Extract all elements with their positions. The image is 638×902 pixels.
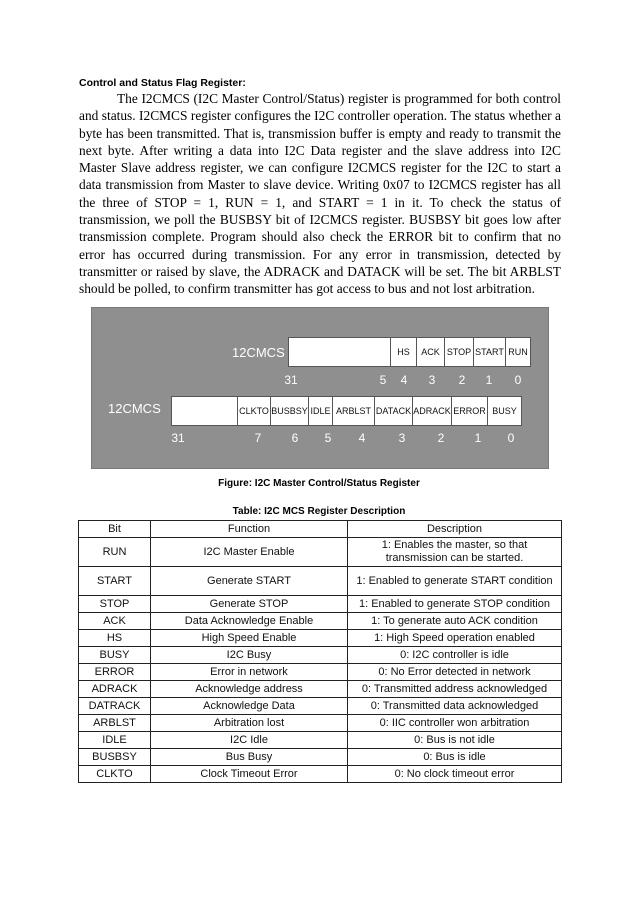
table-row [79, 681, 562, 698]
table-cell-bit: ERROR [79, 664, 151, 681]
table-row [79, 613, 562, 630]
status-field-adrack: ADRACK [413, 397, 452, 425]
table-cell-function: Clock Timeout Error [151, 766, 348, 783]
control-bit-label: 5 [379, 373, 387, 387]
status-bit-label: 1 [474, 431, 482, 445]
control-bit-label: 31 [284, 373, 298, 387]
body-paragraph: The I2CMCS (I2C Master Control/Status) register is programmed for both control and status. I2CMCS register configures the I2C controller operation. The status whether a byte has been transmitted. That is, transmission buffer is empty and ready to transmit the next byte. After writing a data into I2C Data register and the slave address into I2C Master Slave address register, we can configure I2CMCS register for the I2C to start a data transmission from Master to slave device. Writing 0x07 to I2CMCS register has all the three of STOP = 1, RUN = 1, and START = 1 in it. To check the status of transmission, we poll the BUSBSY bit of I2CMCS register. BUSBSY bit goes low after transmission complete. Program should also check the ERROR bit to confirm that no error has occurred during transmission. For any error in transmission, detected by transmitter or raised by slave, the ADRACK and DATACK will be set. The bit ARBLST should be polled, to confirm transmitter has got access to bus and not lost arbitration. [79, 91, 561, 297]
status-bit-label: 0 [507, 431, 515, 445]
control-field-ack: ACK [417, 338, 445, 366]
status-reserved-field [172, 397, 238, 425]
status-field-arblst: ARBLST [333, 397, 375, 425]
control-register-name: 12CMCS [232, 345, 285, 360]
table-cell-description: 0: Transmitted data acknowledged [348, 698, 562, 715]
table-cell-function: Arbitration lost [151, 715, 348, 732]
table-cell-function: High Speed Enable [151, 630, 348, 647]
table-cell-bit: IDLE [79, 732, 151, 749]
control-bit-label: 0 [514, 373, 522, 387]
table-row [79, 749, 562, 766]
table-header-cell: Bit [79, 521, 151, 538]
figure-caption: Figure: I2C Master Control/Status Register [218, 478, 420, 489]
table-cell-bit: HS [79, 630, 151, 647]
control-field-run: RUN [508, 347, 528, 357]
table-cell-description: 0: No clock timeout error [348, 766, 562, 783]
table-cell-description: 1: Enabled to generate START condition [348, 567, 562, 596]
table-cell-bit: ARBLST [79, 715, 151, 732]
table-row [79, 538, 562, 567]
table-cell-function: Generate START [151, 567, 348, 596]
table-cell-description: 1: Enables the master, so that transmission can be started. [348, 538, 562, 567]
table-cell-function: Acknowledge Data [151, 698, 348, 715]
control-field-stop: STOP [445, 338, 474, 366]
register-description-table [78, 520, 562, 783]
table-cell-bit: DATRACK [79, 698, 151, 715]
table-row [79, 698, 562, 715]
status-bit-label: 31 [171, 431, 185, 445]
status-bit-label: 7 [254, 431, 262, 445]
table-cell-bit: ACK [79, 613, 151, 630]
table-cell-bit: START [79, 567, 151, 596]
status-field-error: ERROR [452, 397, 488, 425]
status-register-name: 12CMCS [108, 401, 161, 416]
table-row [79, 732, 562, 749]
table-row [79, 647, 562, 664]
table-header-cell: Description [348, 521, 562, 538]
status-field-busy: BUSY [492, 406, 517, 416]
table-cell-function: Bus Busy [151, 749, 348, 766]
control-bit-label: 4 [400, 373, 408, 387]
table-cell-description: 0: Bus is idle [348, 749, 562, 766]
table-cell-bit: BUSBSY [79, 749, 151, 766]
status-field-idle: IDLE [309, 397, 333, 425]
status-field-clkto: CLKTO [238, 397, 271, 425]
table-cell-bit: CLKTO [79, 766, 151, 783]
table-cell-bit: ADRACK [79, 681, 151, 698]
control-field-hs: HS [391, 338, 417, 366]
status-bit-label: 5 [324, 431, 332, 445]
register-figure [91, 307, 549, 469]
control-bit-label: 2 [458, 373, 466, 387]
status-bit-label: 3 [398, 431, 406, 445]
table-cell-description: 1: Enabled to generate STOP condition [348, 596, 562, 613]
table-row [79, 766, 562, 783]
table-cell-description: 0: Bus is not idle [348, 732, 562, 749]
table-cell-function: I2C Master Enable [151, 538, 348, 567]
table-row [79, 664, 562, 681]
table-row [79, 630, 562, 647]
status-bit-label: 4 [358, 431, 366, 445]
table-cell-bit: STOP [79, 596, 151, 613]
table-cell-description: 0: Transmitted address acknowledged [348, 681, 562, 698]
status-register-row [171, 396, 522, 426]
status-bit-label: 6 [291, 431, 299, 445]
table-cell-function: I2C Idle [151, 732, 348, 749]
table-header-row [79, 521, 562, 538]
control-reserved-field [289, 338, 391, 366]
table-cell-bit: RUN [79, 538, 151, 567]
table-cell-description: 0: I2C controller is idle [348, 647, 562, 664]
table-row [79, 596, 562, 613]
control-bit-label: 3 [428, 373, 436, 387]
table-row [79, 567, 562, 596]
table-cell-bit: BUSY [79, 647, 151, 664]
table-cell-description: 0: No Error detected in network [348, 664, 562, 681]
status-field-datack: DATACK [375, 397, 413, 425]
table-row [79, 715, 562, 732]
table-caption: Table: I2C MCS Register Description [232, 506, 406, 517]
status-bit-label: 2 [437, 431, 445, 445]
table-cell-function: Generate STOP [151, 596, 348, 613]
table-cell-description: 1: To generate auto ACK condition [348, 613, 562, 630]
section-heading: Control and Status Flag Register: [79, 77, 246, 89]
status-field-busbsy: BUSBSY [271, 397, 309, 425]
table-cell-description: 0: IIC controller won arbitration [348, 715, 562, 732]
table-cell-description: 1: High Speed operation enabled [348, 630, 562, 647]
table-cell-function: I2C Busy [151, 647, 348, 664]
control-bit-label: 1 [485, 373, 493, 387]
control-register-row [288, 337, 531, 367]
table-header-cell: Function [151, 521, 348, 538]
table-cell-function: Acknowledge address [151, 681, 348, 698]
table-cell-function: Error in network [151, 664, 348, 681]
control-field-start: START [474, 338, 506, 366]
table-cell-function: Data Acknowledge Enable [151, 613, 348, 630]
